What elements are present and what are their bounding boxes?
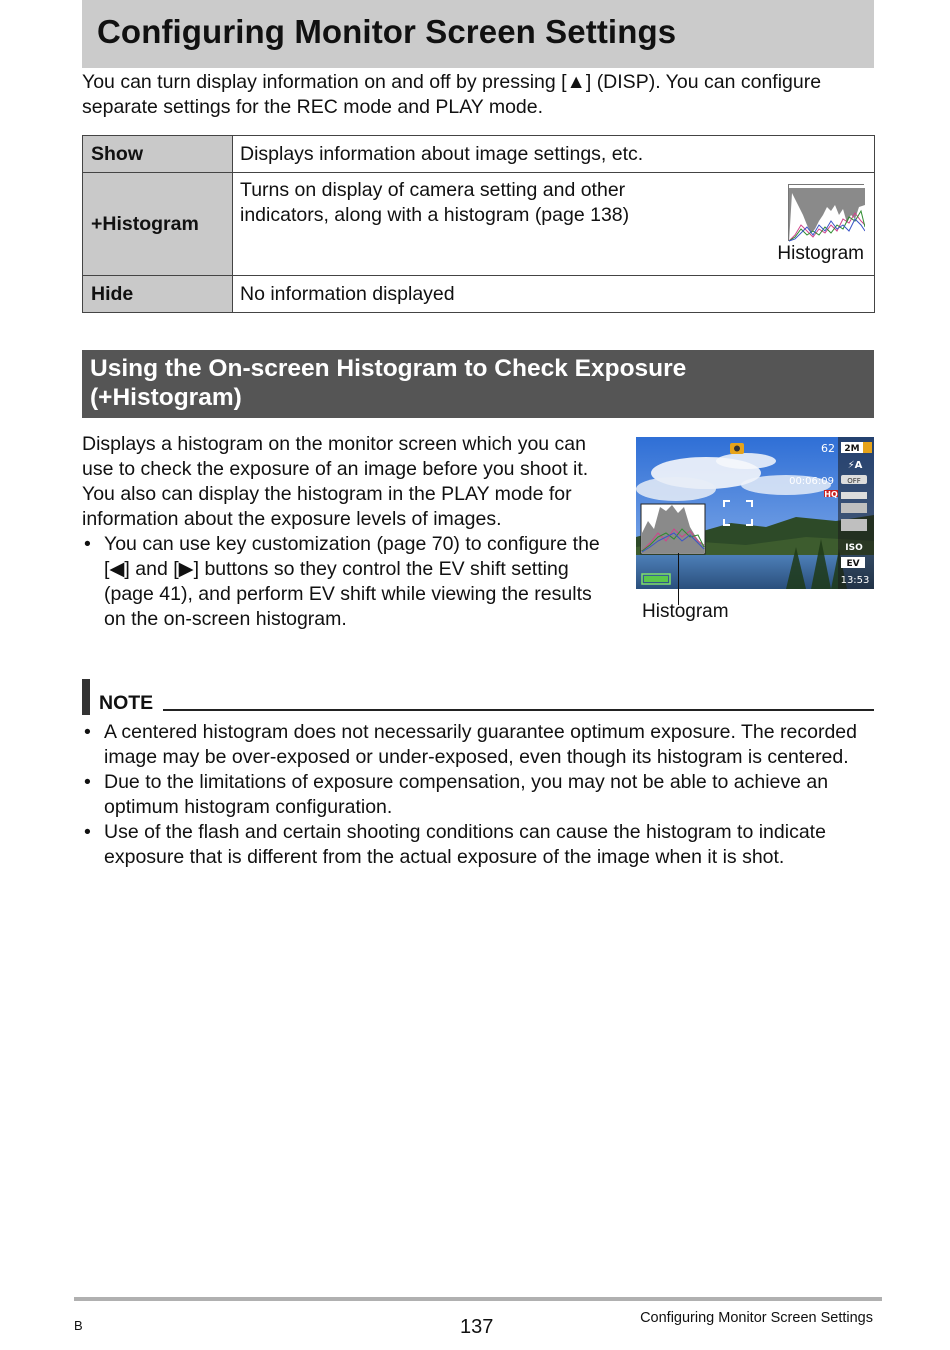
histogram-pointer-line	[678, 553, 679, 605]
intro-text: You can turn display information on and off by pressing [▲] (DISP). You can configure separate settings for the REC mode and PLAY mode.	[82, 71, 822, 118]
section-heading-line1: Using the On-screen Histogram to Check Exposure	[90, 355, 687, 382]
table-row	[83, 136, 875, 173]
list-item	[82, 770, 874, 820]
section-body	[82, 432, 612, 632]
list-item	[82, 720, 874, 770]
flash-mode-label: ⚡A	[847, 460, 863, 471]
note-text: Due to the limitations of exposure compensation, you may not be able to achieve an optimum histogram configuration.	[104, 771, 829, 818]
list-item	[82, 820, 874, 870]
quality-label: HQ	[824, 490, 838, 499]
image-size-label: 2M	[844, 444, 860, 454]
histogram-thumbnail	[788, 184, 864, 241]
clock-label: 13:53	[840, 575, 870, 586]
display-settings-table	[82, 135, 875, 313]
section-heading	[90, 354, 686, 412]
note-text: A centered histogram does not necessarily guarantee optimum exposure. The recorded image may be over-exposed or under-exposed, even though its histogram is centered.	[104, 721, 857, 768]
table-value: Turns on display of camera setting and other indicators, along with a histogram (page 138)	[240, 179, 630, 226]
face-detect-label: OFF	[847, 477, 861, 485]
note-marker	[82, 679, 90, 715]
bullet-icon: •	[84, 771, 91, 793]
bullet-text: You can use key customization (page 70) to configure the [◀] and [▶] buttons so they control the EV shift setting (page 41), and perform EV shift while viewing the results on the on-screen histogram.	[104, 533, 600, 630]
bullet-icon: •	[84, 721, 91, 743]
table-value-cell	[233, 173, 875, 276]
photo-caption: Histogram	[642, 601, 729, 622]
page-title: Configuring Monitor Screen Settings	[97, 13, 677, 50]
bullet-icon: •	[84, 821, 91, 843]
note-divider	[163, 709, 874, 711]
bullet-icon: •	[84, 533, 91, 555]
title-bar	[82, 0, 874, 68]
note-text: Use of the flash and certain shooting conditions can cause the histogram to indicate exposure that is different from the actual exposure of the image when it is shot.	[104, 821, 826, 868]
footer-rule	[74, 1297, 882, 1301]
list-item	[82, 532, 612, 632]
table-key: Show	[83, 136, 233, 173]
histogram-caption: Histogram	[777, 243, 864, 264]
page-number: 137	[460, 1316, 494, 1338]
section-heading-line2: (+Histogram)	[90, 384, 242, 411]
table-value: Displays information about image settings, etc.	[233, 136, 875, 173]
table-key: Hide	[83, 276, 233, 313]
ev-label: EV	[846, 559, 860, 569]
note-label: NOTE	[99, 692, 154, 714]
note-list	[82, 720, 874, 870]
section-heading-bar	[82, 350, 874, 418]
table-value: No information displayed	[233, 276, 875, 313]
camera-screen-photo	[636, 437, 874, 589]
recording-time: 00:06:09	[789, 476, 834, 487]
footer-language-code: B	[74, 1318, 83, 1333]
table-key: +Histogram	[83, 173, 233, 276]
table-row	[83, 276, 875, 313]
iso-label: ISO	[845, 543, 863, 553]
section-paragraph: Displays a histogram on the monitor screen which you can use to check the exposure of an image before you shoot it. You also can display the histogram in the PLAY mode for information about the exposure levels of images.	[82, 433, 589, 530]
footer-section-title: Configuring Monitor Screen Settings	[640, 1310, 873, 1326]
shots-remaining: 62	[821, 442, 835, 455]
table-row	[83, 173, 875, 276]
